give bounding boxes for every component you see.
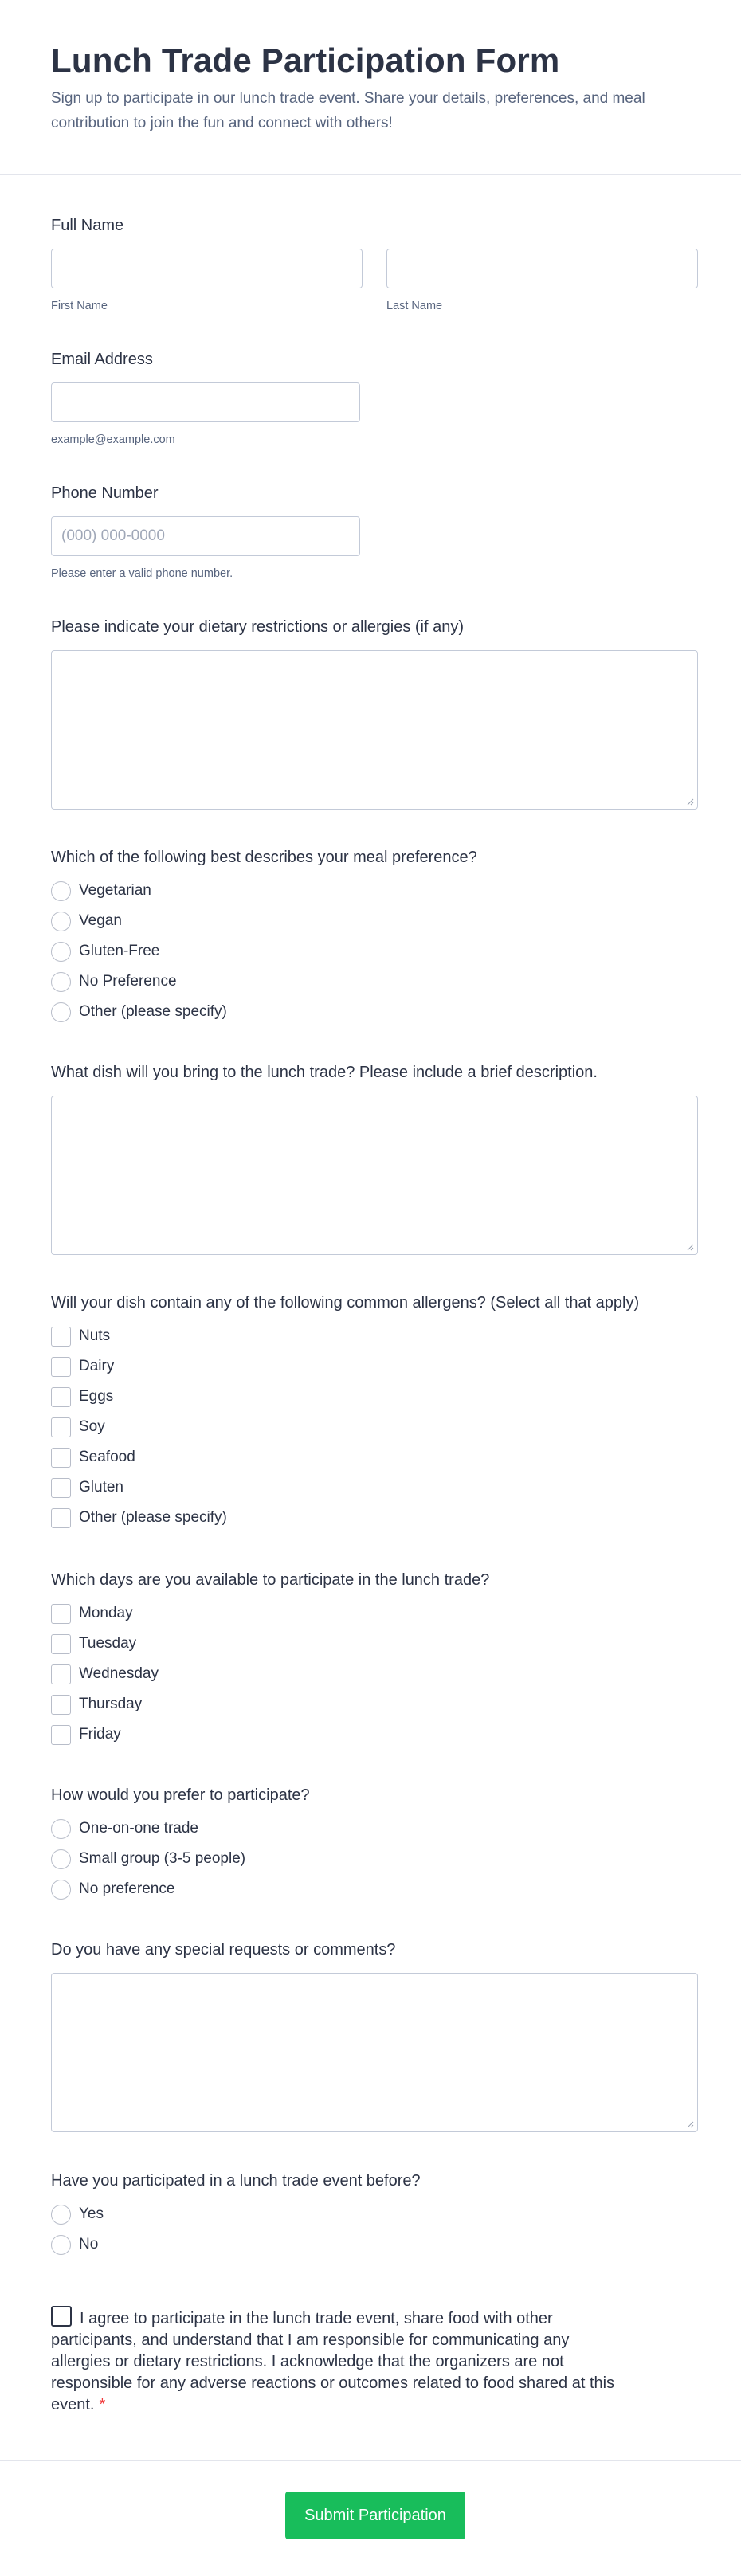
day-option[interactable]: Tuesday (51, 1629, 698, 1659)
meal-option[interactable]: Gluten-Free (51, 936, 698, 966)
checkbox-icon[interactable] (51, 1508, 71, 1528)
checkbox-icon[interactable] (51, 1357, 71, 1377)
checkbox-icon[interactable] (51, 1664, 71, 1684)
day-option[interactable]: Monday (51, 1598, 698, 1629)
days-label: Which days are you available to participate in the lunch trade? (51, 1571, 490, 1589)
previous-participation-label: Have you participated in a lunch trade event before? (51, 2172, 421, 2190)
radio-icon[interactable] (51, 972, 71, 992)
allergen-option[interactable]: Dairy (51, 1351, 698, 1382)
requests-field (51, 1939, 698, 2132)
allergen-option[interactable]: Seafood (51, 1442, 698, 1472)
requests-textarea[interactable] (51, 1973, 698, 2132)
meal-preference-label: Which of the following best describes your meal preference? (51, 849, 477, 866)
participation-option[interactable]: One-on-one trade (51, 1813, 698, 1844)
email-field (51, 349, 698, 446)
phone-field (51, 483, 698, 580)
meal-option[interactable]: Other (please specify) (51, 997, 698, 1027)
dish-label: What dish will you bring to the lunch trade? Please include a brief description. (51, 1064, 598, 1081)
email-sublabel: example@example.com (51, 433, 175, 446)
agreement-checkbox[interactable] (51, 2306, 72, 2327)
phone-label: Phone Number (51, 484, 159, 502)
meal-option[interactable]: Vegan (51, 906, 698, 936)
participation-field (51, 1785, 698, 1904)
checkbox-icon[interactable] (51, 1725, 71, 1745)
meal-preference-field (51, 847, 698, 1027)
allergen-option[interactable]: Gluten (51, 1472, 698, 1503)
allergen-option[interactable]: Eggs (51, 1382, 698, 1412)
days-field (51, 1570, 698, 1750)
checkbox-icon[interactable] (51, 1417, 71, 1437)
day-option[interactable]: Thursday (51, 1689, 698, 1719)
dietary-textarea[interactable] (51, 650, 698, 810)
allergen-option[interactable]: Soy (51, 1412, 698, 1442)
form-header (0, 0, 741, 175)
last-name-sublabel: Last Name (386, 300, 443, 312)
radio-icon[interactable] (51, 881, 71, 901)
allergens-field (51, 1292, 698, 1533)
radio-icon[interactable] (51, 1002, 71, 1022)
dietary-label: Please indicate your dietary restrictions or allergies (if any) (51, 618, 464, 636)
checkbox-icon[interactable] (51, 1634, 71, 1654)
day-option[interactable]: Wednesday (51, 1659, 698, 1689)
form-footer (0, 2460, 741, 2576)
dish-textarea[interactable] (51, 1096, 698, 1255)
resize-grip-icon[interactable] (687, 1244, 694, 1251)
previous-option[interactable]: Yes (51, 2199, 698, 2229)
participation-option[interactable]: Small group (3-5 people) (51, 1844, 698, 1874)
agreement-text: I agree to participate in the lunch trade event, share food with other participants, and understand that I am responsible for communicating any allergies or dietary restrictions. I acknowledge that the organizers are not responsible for any adverse reactions or outcomes related to food shared at this event. (51, 2310, 615, 2413)
checkbox-icon[interactable] (51, 1448, 71, 1468)
form-subtitle: Sign up to participate in our lunch trade event. Share your details, preferences, and meal contribution to join the fun and connect with others! (51, 90, 645, 131)
first-name-sublabel: First Name (51, 300, 108, 312)
allergens-label: Will your dish contain any of the following common allergens? (Select all that apply) (51, 1294, 640, 1312)
agreement-field (51, 2306, 625, 2416)
full-name-field (51, 215, 698, 312)
day-option[interactable]: Friday (51, 1719, 698, 1750)
previous-participation-field (51, 2170, 698, 2260)
meal-option[interactable]: Vegetarian (51, 876, 698, 906)
participation-option[interactable]: No preference (51, 1874, 698, 1904)
checkbox-icon[interactable] (51, 1327, 71, 1347)
previous-option[interactable]: No (51, 2229, 698, 2260)
meal-option[interactable]: No Preference (51, 966, 698, 997)
last-name-input[interactable] (386, 249, 698, 288)
phone-input[interactable] (51, 516, 360, 556)
allergen-option[interactable]: Nuts (51, 1321, 698, 1351)
radio-icon[interactable] (51, 942, 71, 962)
submit-button[interactable]: Submit Participation (285, 2492, 465, 2539)
radio-icon[interactable] (51, 2235, 71, 2255)
resize-grip-icon[interactable] (687, 798, 694, 806)
allergen-option[interactable]: Other (please specify) (51, 1503, 698, 1533)
first-name-input[interactable] (51, 249, 363, 288)
participation-label: How would you prefer to participate? (51, 1786, 310, 1804)
checkbox-icon[interactable] (51, 1695, 71, 1715)
email-input[interactable] (51, 382, 360, 422)
email-label: Email Address (51, 351, 153, 368)
form-title: Lunch Trade Participation Form (51, 41, 560, 79)
radio-icon[interactable] (51, 1849, 71, 1869)
radio-icon[interactable] (51, 1880, 71, 1900)
required-mark: * (99, 2396, 106, 2413)
checkbox-icon[interactable] (51, 1478, 71, 1498)
checkbox-icon[interactable] (51, 1604, 71, 1624)
radio-icon[interactable] (51, 912, 71, 931)
requests-label: Do you have any special requests or comments? (51, 1941, 396, 1958)
dietary-field (51, 617, 698, 810)
radio-icon[interactable] (51, 2205, 71, 2225)
radio-icon[interactable] (51, 1819, 71, 1839)
checkbox-icon[interactable] (51, 1387, 71, 1407)
resize-grip-icon[interactable] (687, 2121, 694, 2128)
phone-sublabel: Please enter a valid phone number. (51, 567, 233, 580)
full-name-label: Full Name (51, 217, 124, 234)
dish-field (51, 1062, 698, 1255)
